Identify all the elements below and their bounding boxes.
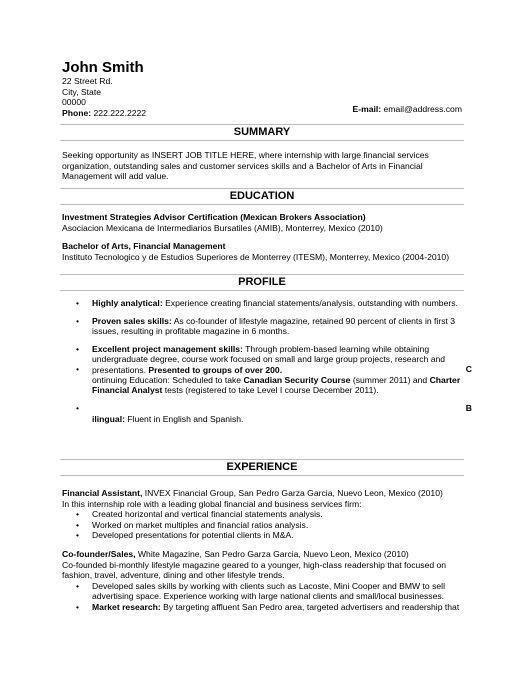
profile-list	[62, 298, 464, 383]
bullet-icon: •	[76, 530, 80, 541]
list-item	[62, 298, 464, 309]
city-state: City, State	[62, 86, 102, 97]
list-item	[62, 602, 464, 613]
profile-item-text: undergraduate degree, course work focused on small and large group projects, research and	[92, 354, 446, 365]
summary-heading: SUMMARY	[60, 124, 464, 141]
profile-item-text: (summer 2011) and	[350, 374, 430, 385]
profile-item-text: tests (registered to take Level I course December 2011).	[162, 385, 379, 396]
education-entry-heading: Investment Strategies Advisor Certification (Mexican Brokers Association)	[62, 212, 366, 222]
street-address: 22 Street Rd.	[62, 76, 113, 86]
list-item	[92, 414, 492, 425]
drop-cap: C	[465, 364, 472, 374]
bullet-icon: •	[76, 601, 80, 612]
job-description: fashion, travel, adventure, dining and other lifestyle trends.	[62, 570, 285, 581]
bullet-icon: •	[76, 403, 80, 413]
list-item	[62, 581, 464, 602]
job-bullets	[62, 509, 464, 541]
profile-item-highlight: Financial Analyst	[92, 385, 163, 396]
summary-line: organization, outstanding sales and customer services skills and a Bachelor of Arts in Financial	[62, 160, 423, 171]
bullet-text: Developed presentations for potential clients in M&A.	[92, 530, 294, 541]
contact-block	[62, 76, 146, 118]
education-entry-heading: Bachelor of Arts, Financial Management	[62, 241, 226, 251]
experience-heading: EXPERIENCE	[60, 459, 464, 476]
job-title-line	[62, 488, 464, 499]
bullet-text: By targeting affluent San Pedro area, targeted advertisers and readership that	[160, 601, 460, 612]
list-item	[92, 375, 492, 396]
summary-line: Seeking opportunity as INSERT JOB TITLE HERE, where internship with large financial services	[62, 150, 429, 160]
profile-item-text: Fluent in English and Spanish.	[124, 413, 244, 424]
bullet-text: Worked on market multiples and financial ratios analysis.	[92, 519, 309, 530]
summary-section	[60, 124, 464, 141]
profile-item-label: Excellent project management skills:	[92, 343, 243, 354]
profile-item-text: issues, resulting in profitable magazine in 6 months.	[92, 326, 290, 337]
email-label: E-mail:	[352, 104, 382, 114]
profile-item-label: Highly analytical:	[92, 298, 163, 308]
bullet-text: Developed sales skills by working with clients such as Lacoste, Mini Cooper and BMW to sell	[92, 580, 445, 591]
zip-code: 00000	[62, 97, 86, 107]
candidate-name: John Smith	[62, 59, 144, 76]
job-bullets	[62, 581, 464, 613]
list-item	[62, 344, 464, 376]
list-item	[62, 509, 464, 520]
bullet-icon: •	[76, 509, 80, 520]
job-description: Co-founded bi-monthly lifestyle magazine geared to a younger, high-class readership that focused on	[62, 559, 447, 570]
phone-label: Phone:	[62, 107, 92, 118]
experience-section	[60, 459, 464, 476]
job-entry	[62, 488, 464, 541]
education-entry-detail: Asociacion Mexicana de Intermediarios Bursatiles (AMIB), Monterrey, Mexico (2010)	[62, 222, 383, 233]
email-line	[352, 104, 462, 115]
bullet-icon: •	[76, 364, 80, 374]
profile-item-highlight: Presented to groups of over 200.	[148, 364, 283, 375]
job-title: Financial Assistant,	[62, 488, 143, 498]
summary-line: Management will add value.	[62, 171, 169, 182]
profile-section	[60, 274, 464, 291]
education-section	[60, 188, 464, 205]
email-address[interactable]: email@address.com	[383, 104, 462, 114]
profile-item-text: As co-founder of lifestyle magazine, retained 90 percent of clients in first 3	[171, 315, 456, 326]
job-title: Co-founder/Sales,	[62, 549, 136, 559]
job-entry	[62, 549, 464, 613]
job-org: White Magazine, San Pedro Garza Garcia, Nuevo Leon, Mexico (2010)	[135, 549, 409, 559]
bullet-icon: •	[76, 580, 80, 591]
phone-line	[62, 108, 146, 119]
education-entry	[62, 212, 464, 233]
profile-item-text: ontinuing Education: Scheduled to take	[92, 374, 244, 385]
profile-item-label: ilingual:	[92, 413, 125, 424]
education-entry-detail: Instituto Tecnologico y de Estudios Superiores de Monterrey (ITESM), Monterrey, Mexico (2004-2010)	[62, 251, 450, 262]
profile-item-text: Through problem-based learning while obtaining	[242, 343, 430, 354]
summary-text	[62, 150, 464, 182]
drop-cap: B	[465, 403, 472, 413]
bullet-icon: •	[76, 519, 80, 530]
list-item	[62, 316, 464, 337]
bullet-icon: •	[76, 315, 80, 326]
profile-item-text: presentations.	[92, 364, 149, 375]
education-entry	[62, 241, 464, 262]
bullet-text: advertising space. Experience working with large national clients and small/local businesses.	[92, 591, 445, 602]
bullet-icon: •	[76, 343, 80, 354]
job-title-line	[62, 549, 464, 560]
phone-number: 222.222.2222	[93, 107, 147, 118]
job-description: In this internship role with a leading global financial and business services firm:	[62, 498, 362, 509]
bullet-text: Created horizontal and vertical financial statements analysis.	[92, 509, 323, 520]
profile-item-text: Experience creating financial statements/analysis, outstanding with numbers.	[162, 298, 458, 308]
bullet-icon: •	[76, 298, 80, 308]
profile-item-label: Proven sales skills:	[92, 315, 172, 326]
profile-heading: PROFILE	[60, 274, 464, 291]
list-item	[62, 520, 464, 531]
bullet-label: Market research:	[92, 601, 161, 612]
education-heading: EDUCATION	[60, 188, 464, 205]
profile-item-highlight: Canadian Security Course	[243, 374, 351, 385]
job-org: INVEX Financial Group, San Pedro Garza Garcia, Nuevo Leon, Mexico (2010)	[142, 488, 443, 498]
profile-item-highlight: Charter	[429, 374, 461, 385]
list-item	[62, 530, 464, 541]
